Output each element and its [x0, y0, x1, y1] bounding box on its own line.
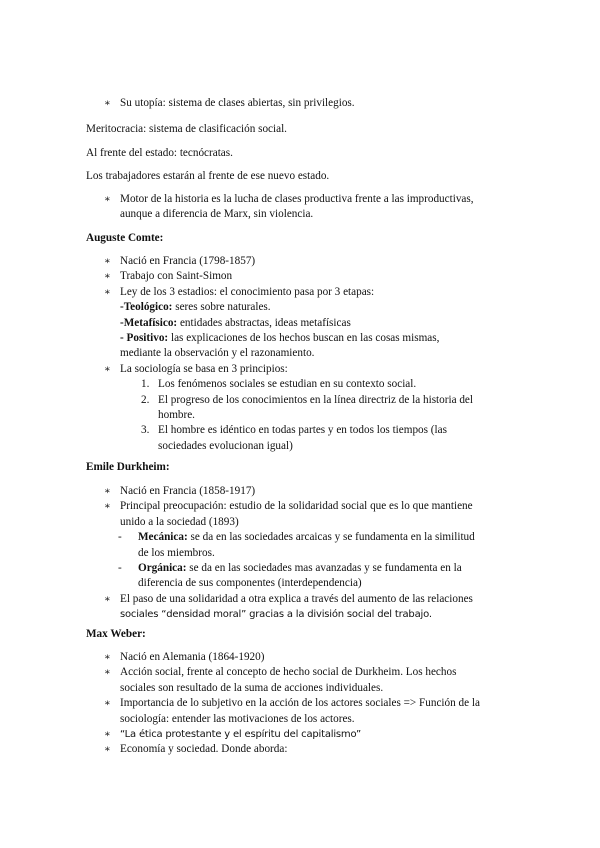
principle-item: 2. El progreso de los conocimientos en la línea directriz de la historia del hombre.	[141, 393, 474, 422]
bullet-star-icon: ∗	[104, 667, 111, 679]
principle-item: 1. Los fenómenos sociales se estudian en su contexto social.	[141, 378, 417, 391]
paragraph-frente-estado: Al frente del estado: tecnócratas.	[86, 147, 233, 159]
bullet-star-icon: ∗	[104, 652, 111, 663]
heading-durkheim: Emile Durkheim:	[86, 461, 170, 473]
bullet-star-icon: ∗	[104, 501, 111, 513]
durkheim-list: ∗ Nació en Francia (1858-1917) ∗ Principal preocupación: estudio de la solidaridad social que es lo que mantiene unido a la sociedad (1893) - Mecánica: se da en las sociedades arcaicas y se fundamenta en la similitud de los miembros. - Orgánica: se da en las sociedades mas avanzadas y se fundamenta en la diferencia de sus componentes (interdependencia) ∗ El paso de una solidaridad a otra explica a través del aumento de las relaciones sociales “densidad moral” gracias a la división social del trabajo.	[0, 484, 600, 623]
bullet-star-icon: ∗	[104, 486, 111, 497]
solidarity-item: - Mecánica: se da en las sociedades arcaicas y se fundamenta en la similitud de los miembros.	[118, 531, 475, 559]
heading-comte: Auguste Comte:	[86, 232, 164, 244]
bullet-star-icon: ∗	[104, 729, 111, 741]
solidarity-item: - Orgánica: se da en las sociedades mas avanzadas y se fundamenta en la diferencia de sus componentes (interdependencia)	[118, 562, 462, 590]
bullet-star-icon: ∗	[104, 256, 111, 267]
bullet-star-icon: ∗	[104, 363, 111, 375]
heading-weber: Max Weber:	[86, 628, 146, 640]
bullet-star-icon: ∗	[104, 98, 111, 109]
bullet-star-icon: ∗	[104, 744, 111, 756]
comte-list: ∗ Nació en Francia (1798-1857) ∗ Trabajo con Saint-Simon ∗ Ley de los 3 estadios: el conocimiento pasa por 3 etapas: -Teológico: seres sobre naturales. -Metafísico: entidades abstractas, ideas metafísicas - Positivo: las explicaciones de los hechos buscan en las cosas mismas, mediante la observación y el razonamiento. ∗ La sociología se basa en 3 principios: 1. Los fenómenos sociales se estudian en su contexto social. 2. El progreso de los conocimientos en la línea directriz de la historia del hombre. 3. El hombre es idéntico en todas partes y en todos los tiempos (las sociedades evolucionan igual)	[0, 254, 600, 454]
bullet-star-icon: ∗	[104, 194, 111, 205]
bullet-star-icon: ∗	[104, 271, 111, 283]
bullet-star-icon: ∗	[104, 593, 111, 605]
weber-list: ∗ Nació en Alemania (1864-1920) ∗ Acción social, frente al concepto de hecho social de Durkheim. Los hechos sociales son resultado de la suma de acciones individuales. ∗ Importancia de lo subjetivo en la acción de los actores sociales => Función de la sociología: entender las motivaciones de los actores. ∗ “La ética protestante y el espíritu del capitalismo” ∗ Economía y sociedad. Donde aborda:	[0, 650, 600, 758]
utopia-bullet: ∗ Su utopía: sistema de clases abiertas, sin privilegios.	[0, 96, 600, 111]
principle-item: 3. El hombre es idéntico en todas partes y en todos los tiempos (las sociedades evolucionan igual)	[141, 424, 447, 452]
paragraph-trabajadores: Los trabajadores estarán al frente de ese nuevo estado.	[86, 170, 330, 182]
motor-bullet: ∗ Motor de la historia es la lucha de clases productiva frente a las improductivas, aunque a diferencia de Marx, sin violencia.	[104, 193, 474, 221]
paragraph-meritocracia: Meritocracia: sistema de clasificación social.	[86, 123, 287, 135]
bullet-star-icon: ∗	[104, 698, 111, 710]
bullet-star-icon: ∗	[104, 286, 111, 298]
